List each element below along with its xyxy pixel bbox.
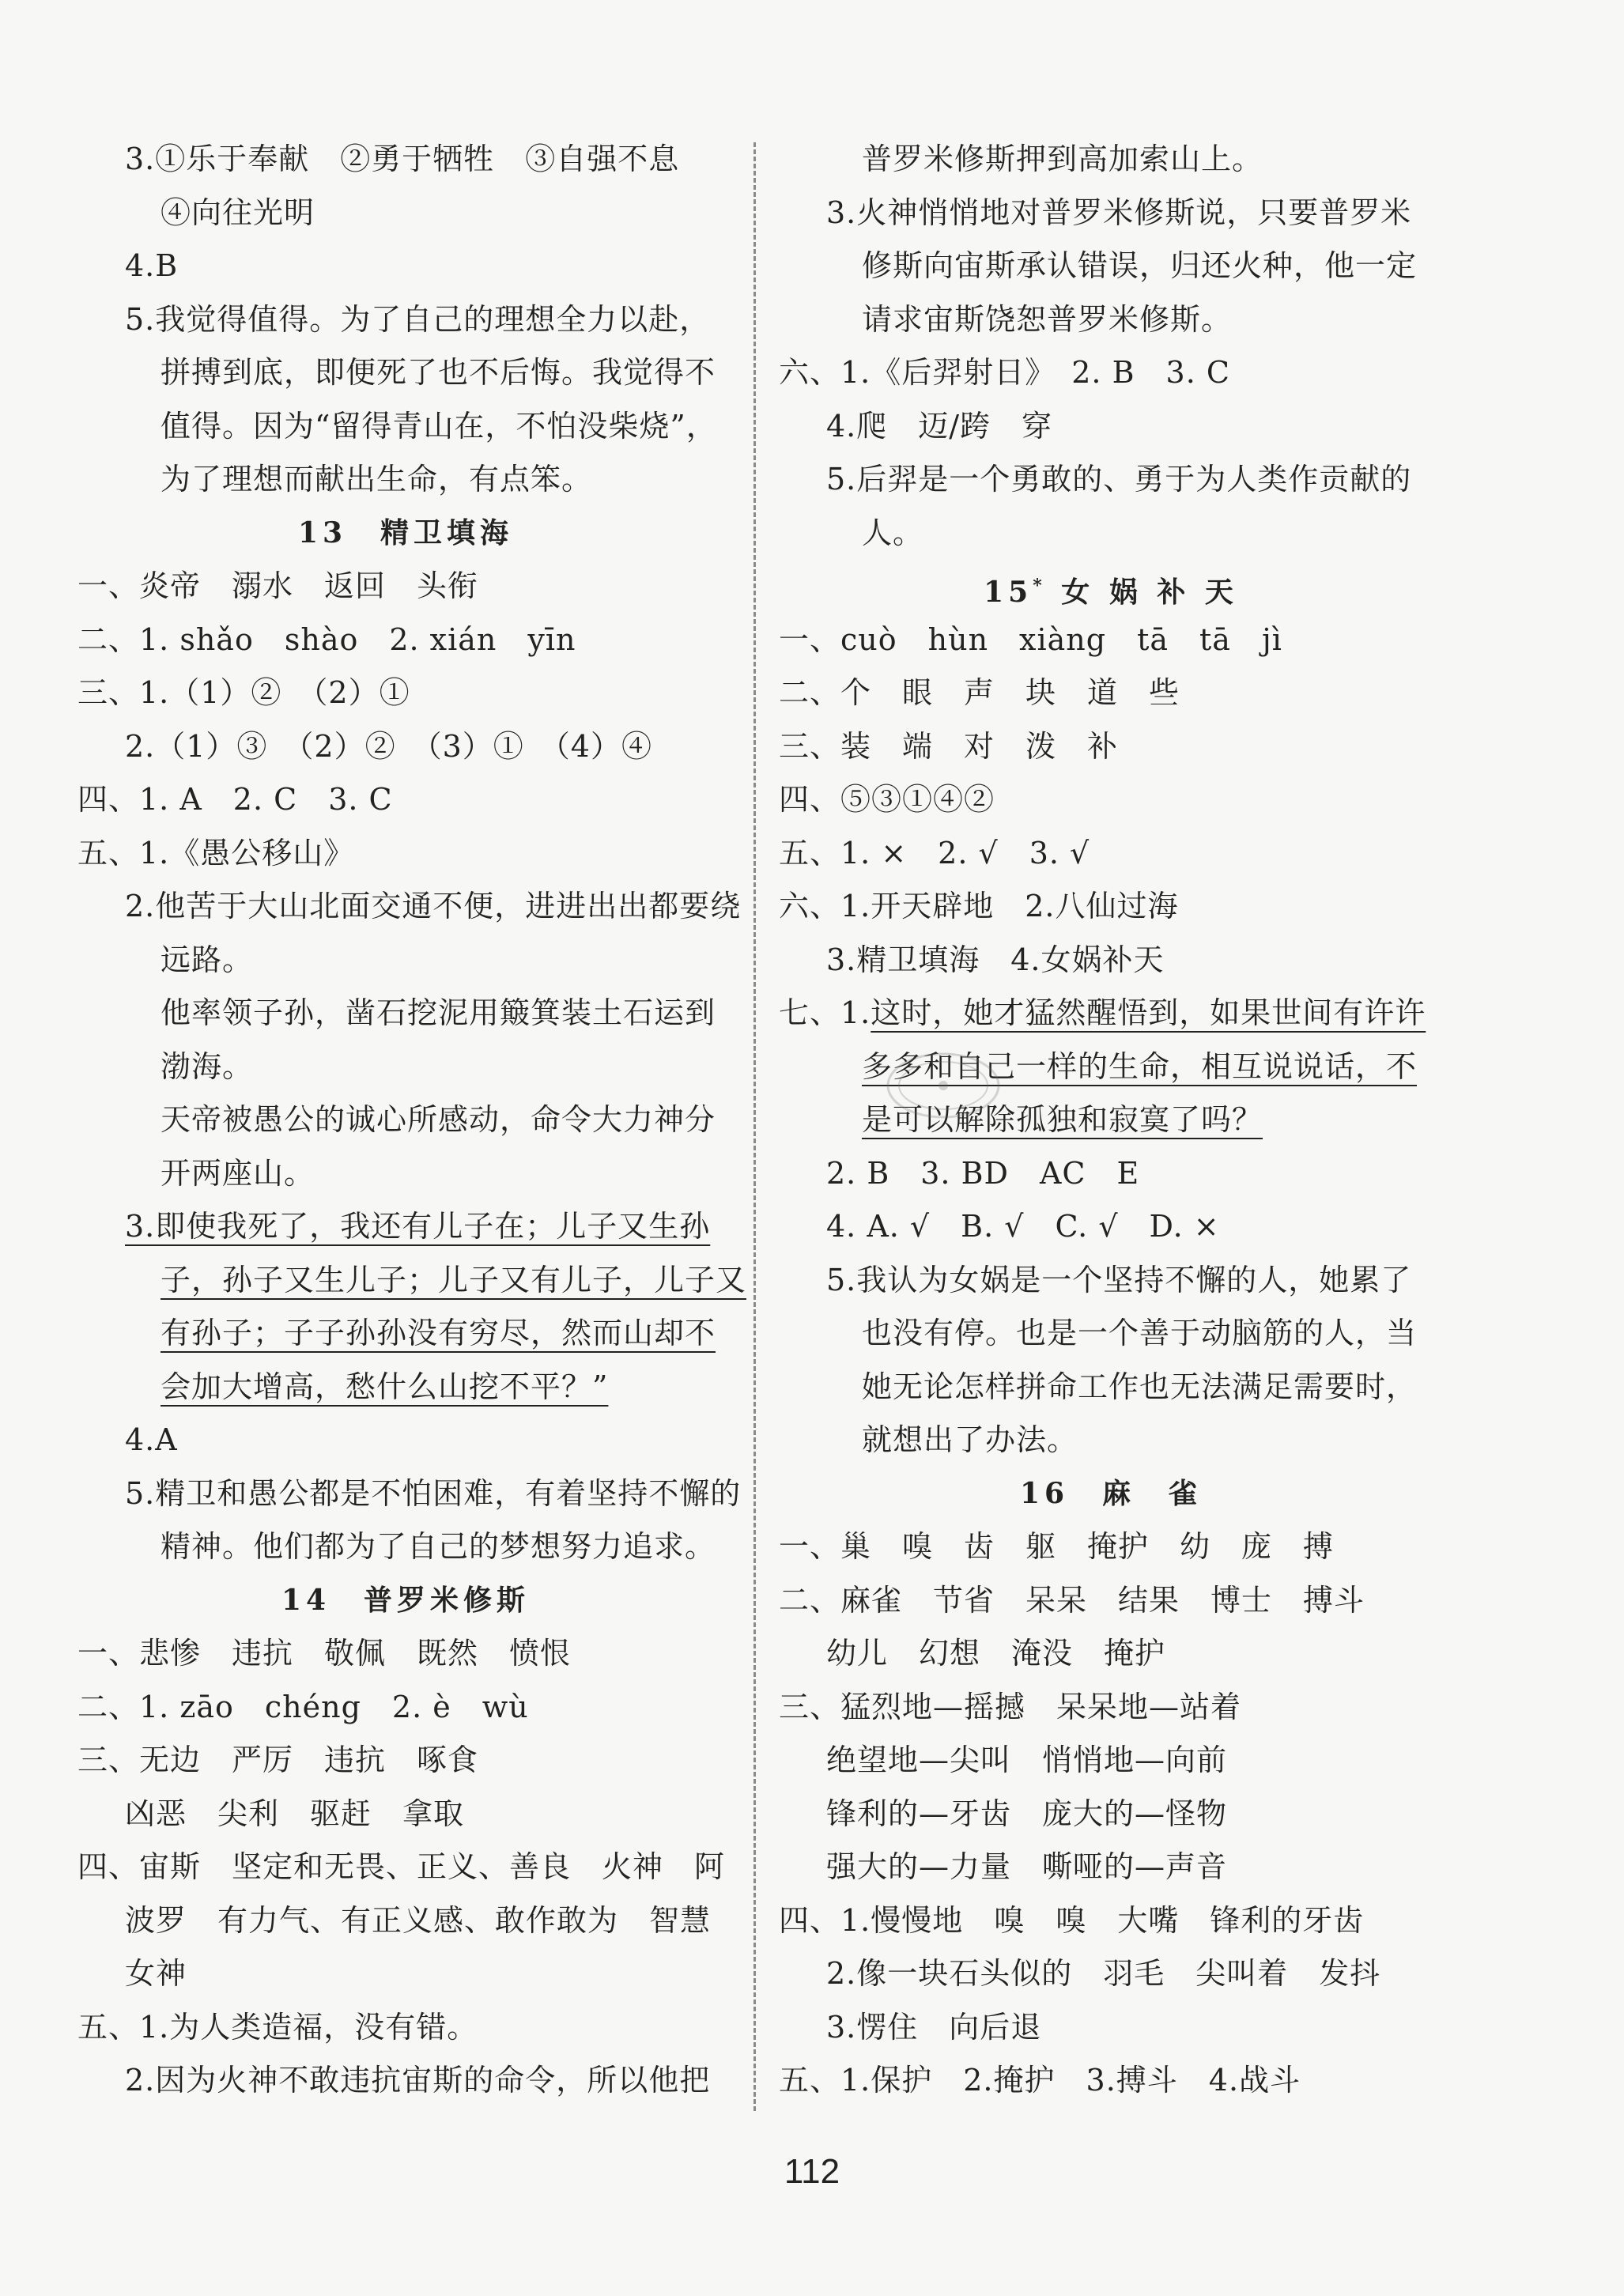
- right-column: [779, 133, 1443, 2108]
- answer-line: 她无论怎样拼命工作也无法满足需要时，: [862, 1369, 1418, 1404]
- answer-line: 四、1. A 2. C 3. C: [77, 782, 393, 817]
- answer-line: 3.精卫填海 4.女娲补天: [826, 942, 1165, 977]
- answer-line: 一、炎帝 溺水 返回 头衔: [77, 568, 479, 603]
- answer-line: 3.火神悄悄地对普罗米修斯说，只要普罗米: [826, 194, 1412, 230]
- lesson-title-13: 13 精卫填海: [297, 515, 514, 549]
- answer-line: 强大的—力量 嘶哑的—声音: [826, 1849, 1228, 1884]
- underlined-answer: 子，孙子又生儿子；儿子又有儿子，儿子又: [161, 1262, 747, 1297]
- answer-line: 4.B: [125, 248, 179, 283]
- answer-line: 4.爬 迈/跨 穿: [826, 408, 1053, 444]
- answer-line: 五、1.《愚公移山》: [77, 835, 355, 870]
- answer-line: 人。: [862, 515, 924, 550]
- answer-line: 六、1.《后羿射日》 2. B 3. C: [779, 355, 1230, 390]
- page-number: 112: [784, 2152, 840, 2191]
- lesson-name: 女 娲 补 天: [1061, 576, 1238, 609]
- answer-line: 修斯向宙斯承认错误，归还火种，他一定: [862, 248, 1418, 283]
- answer-line: 精神。他们都为了自己的梦想努力追求。: [161, 1529, 716, 1564]
- answer-line: 三、猛烈地—摇撼 呆呆地—站着: [779, 1689, 1242, 1724]
- answer-line: 五、1.为人类造福，没有错。: [77, 2009, 478, 2045]
- answer-line: 女神: [125, 1956, 187, 1991]
- answer-line: 一、巢 嗅 齿 躯 掩护 幼 庞 搏: [779, 1529, 1335, 1564]
- answer-line: 二、1. shǎo shào 2. xián yīn: [77, 621, 576, 657]
- answer-line: 五、1. × 2. √ 3. √: [779, 835, 1090, 870]
- answer-line: 一、悲惨 违抗 敬佩 既然 愤恨: [77, 1636, 572, 1671]
- answer-line: 开两座山。: [161, 1155, 315, 1191]
- underlined-answer: 有孙子；子子孙孙没有穷尽，然而山却不: [161, 1316, 716, 1350]
- answer-line: 2.因为火神不敢违抗宙斯的命令，所以他把: [125, 2063, 711, 2098]
- answer-line: 三、1.（1）② （2）①: [77, 675, 410, 710]
- answer-line: 就想出了办法。: [862, 1422, 1078, 1457]
- answer-line: 天帝被愚公的诚心所感动，命令大力神分: [161, 1102, 716, 1137]
- answer-line: 二、个 眼 声 块 道 些: [779, 675, 1180, 710]
- answer-line: ④向往光明: [161, 194, 315, 230]
- optional-lesson-marker: *: [1033, 576, 1047, 596]
- lesson-title-14: 14 普罗米修斯: [281, 1583, 531, 1617]
- answer-line: 值得。因为“留得青山在，不怕没柴烧”，: [161, 408, 717, 444]
- lesson-title-16: 16 麻 雀: [1019, 1476, 1203, 1510]
- underlined-answer: 这时，她才猛然醒悟到，如果世间有许许: [871, 995, 1426, 1030]
- answer-line: 5.我觉得值得。为了自己的理想全力以赴，: [125, 301, 711, 337]
- answer-line: 四、1.慢慢地 嗅 嗅 大嘴 锋利的牙齿: [779, 1902, 1365, 1938]
- underlined-answer: 是可以解除孤独和寂寞了吗？: [862, 1102, 1263, 1137]
- answer-line: 4. A. √ B. √ C. √ D. ×: [826, 1209, 1220, 1244]
- answer-line: 波罗 有力气、有正义感、敢作敢为 智慧: [125, 1902, 712, 1938]
- answer-prefix: 七、1.: [779, 995, 871, 1030]
- answer-line: 2.他苦于大山北面交通不便，进进出出都要绕: [125, 889, 742, 923]
- underlined-answer: 会加大增高，愁什么山挖不平？”: [161, 1369, 609, 1404]
- answer-line: 锋利的—牙齿 庞大的—怪物: [826, 1796, 1228, 1831]
- answer-line: 二、麻雀 节省 呆呆 结果 博士 搏斗: [779, 1582, 1365, 1618]
- answer-line: 3.①乐于奉献 ②勇于牺牲 ③自强不息: [125, 142, 680, 176]
- answer-line: 渤海。: [161, 1048, 254, 1084]
- answer-line: 为了理想而献出生命，有点笨。: [161, 462, 593, 497]
- answer-line: 2.（1）③ （2）② （3）① （4）④: [125, 728, 652, 764]
- answer-line: 六、1.开天辟地 2.八仙过海: [779, 889, 1179, 923]
- left-column: [77, 133, 747, 2108]
- answer-line: 三、装 端 对 泼 补: [779, 728, 1119, 764]
- underlined-answer: 多多和自己一样的生命，相互说说话，不: [862, 1048, 1418, 1084]
- answer-line: 也没有停。也是一个善于动脑筋的人，当: [862, 1316, 1418, 1350]
- answer-line: 拼搏到底，即便死了也不后悔。我觉得不: [161, 355, 716, 390]
- answer-line: 普罗米修斯押到高加索山上。: [862, 142, 1263, 176]
- answer-line: 3.愣住 向后退: [826, 2009, 1042, 2045]
- answer-line: 一、cuò hùn xiàng tā tā jì: [779, 621, 1282, 657]
- answer-line: 幼儿 幻想 淹没 掩护: [826, 1636, 1166, 1671]
- answer-line: 5.精卫和愚公都是不怕困难，有着坚持不懈的: [125, 1475, 742, 1511]
- lesson-number: 15: [984, 576, 1033, 609]
- answer-line: 2.像一块石头似的 羽毛 尖叫着 发抖: [826, 1956, 1381, 1991]
- answer-line: 5.后羿是一个勇敢的、勇于为人类作贡献的: [826, 462, 1412, 497]
- answer-line: 请求宙斯饶恕普罗米修斯。: [862, 301, 1233, 337]
- answer-line: 他率领子孙，凿石挖泥用簸箕装土石运到: [161, 995, 716, 1030]
- answer-line: 三、无边 严厉 违抗 啄食: [77, 1743, 479, 1777]
- answer-line: 五、1.保护 2.掩护 3.搏斗 4.战斗: [779, 2063, 1301, 2098]
- answer-line: 绝望地—尖叫 悄悄地—向前: [826, 1743, 1228, 1777]
- underlined-answer: 3.即使我死了，我还有儿子在；儿子又生孙: [125, 1209, 711, 1244]
- answer-line: 二、1. zāo chéng 2. è wù: [77, 1689, 529, 1724]
- answer-line: 四、⑤③①④②: [779, 782, 995, 817]
- answer-line: 四、宙斯 坚定和无畏、正义、善良 火神 阿: [77, 1849, 726, 1884]
- answer-line: 凶恶 尖利 驱赶 拿取: [125, 1796, 465, 1831]
- answer-line: 4.A: [125, 1422, 178, 1457]
- answer-line: 5.我认为女娲是一个坚持不懈的人，她累了: [826, 1262, 1412, 1297]
- lesson-title-15: [779, 560, 1443, 614]
- answer-line: 远路。: [161, 942, 254, 977]
- answer-line: 2. B 3. BD AC E: [826, 1155, 1140, 1191]
- column-divider: [753, 142, 756, 2111]
